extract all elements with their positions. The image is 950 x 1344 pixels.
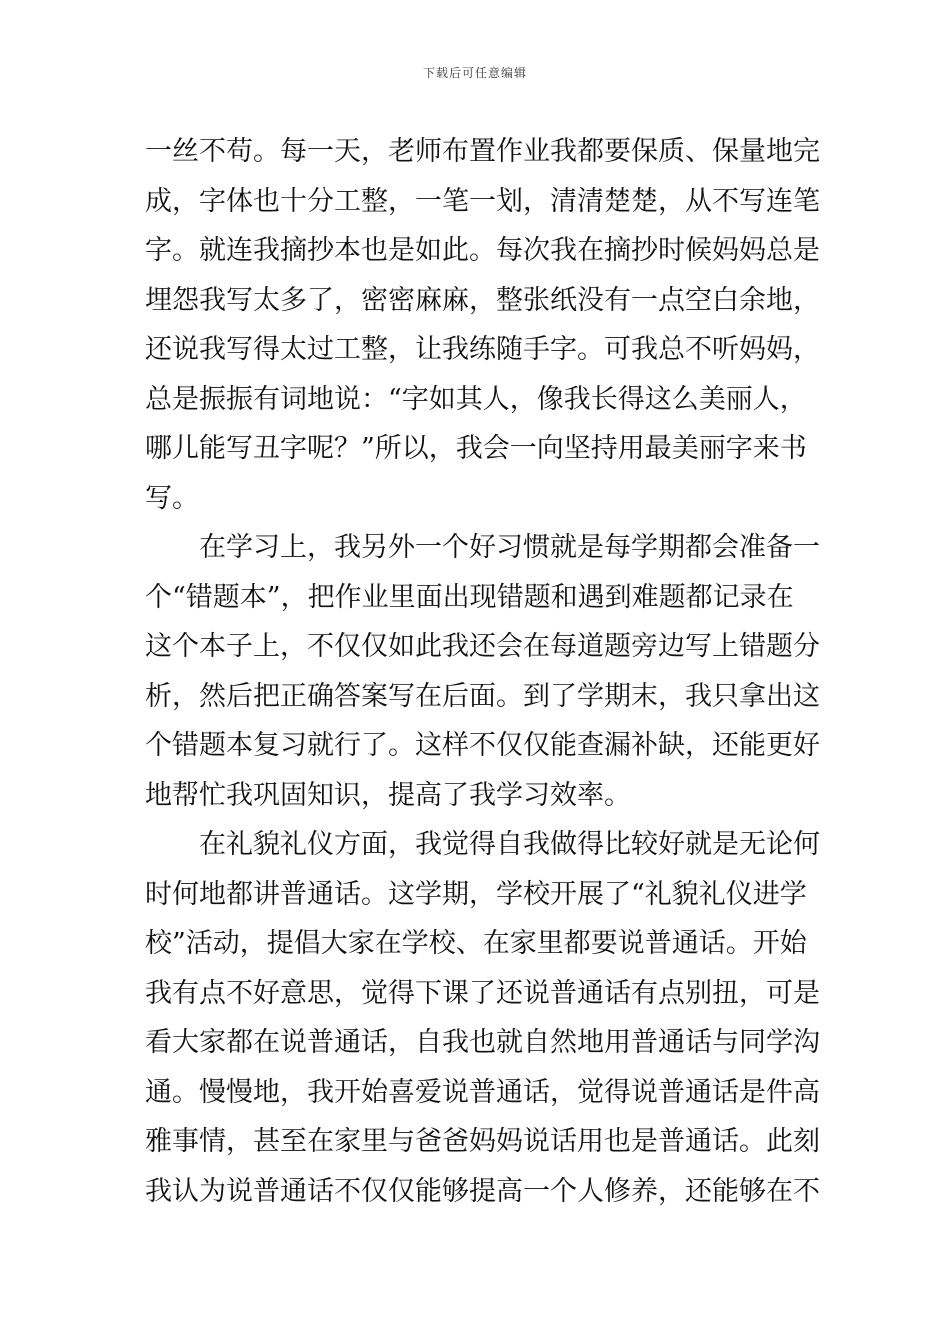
text-line: 一丝不苟。每一天，老师布置作业我都要保质、保量地完	[145, 136, 820, 167]
text-line: 这个本子上，不仅仅如此我还会在每道题旁边写上错题分	[145, 631, 820, 662]
text-line: 个错题本复习就行了。这样不仅仅能查漏补缺，还能更好	[145, 730, 820, 761]
page-header: 下载后可任意编辑	[422, 66, 527, 80]
text-line: 我有点不好意思，觉得下课了还说普通话有点别扭，可是	[145, 977, 820, 1009]
text-line: 在学习上，我另外一个好习惯就是每学期都会准备一	[145, 532, 820, 563]
text-line: 雅事情，甚至在家里与爸爸妈妈说话用也是普通话。此刻	[145, 1126, 820, 1157]
text-line: 还说我写得太过工整，让我练随手字。可我总不听妈妈，	[145, 334, 820, 365]
body-text	[145, 127, 825, 1216]
text-line: 析，然后把正确答案写在后面。到了学期末，我只拿出这	[145, 680, 820, 712]
text-line: 看大家都在说普通话，自我也就自然地用普通话与同学沟	[145, 1027, 820, 1058]
text-line: 个“错题本”，把作业里面出现错题和遇到难题都记录在	[145, 581, 794, 613]
text-line: 字。就连我摘抄本也是如此。每次我在摘抄时候妈妈总是	[145, 235, 820, 266]
text-line: 在礼貌礼仪方面，我觉得自我做得比较好就是无论何	[145, 829, 820, 860]
text-line: 埋怨我写太多了，密密麻麻，整张纸没有一点空白余地，	[145, 284, 820, 316]
text-line: 总是振振有词地说：“字如其人，像我长得这么美丽人，	[145, 383, 807, 415]
text-line: 成，字体也十分工整，一笔一划，清清楚楚，从不写连笔	[145, 185, 820, 217]
text-line: 校”活动，提倡大家在学校、在家里都要说普通话。开始	[145, 928, 807, 959]
text-line: 时何地都讲普通话。这学期，学校开展了“礼貌礼仪进学	[145, 878, 807, 910]
text-line: 通。慢慢地，我开始喜爱说普通话，觉得说普通话是件高	[145, 1076, 820, 1108]
text-line: 我认为说普通话不仅仅能够提高一个人修养，还能够在不	[145, 1175, 820, 1207]
text-line: 写。	[145, 482, 199, 514]
text-line: 地帮忙我巩固知识，提高了我学习效率。	[145, 779, 631, 811]
text-line: 哪儿能写丑字呢？”所以，我会一向坚持用最美丽字来书	[145, 433, 807, 464]
